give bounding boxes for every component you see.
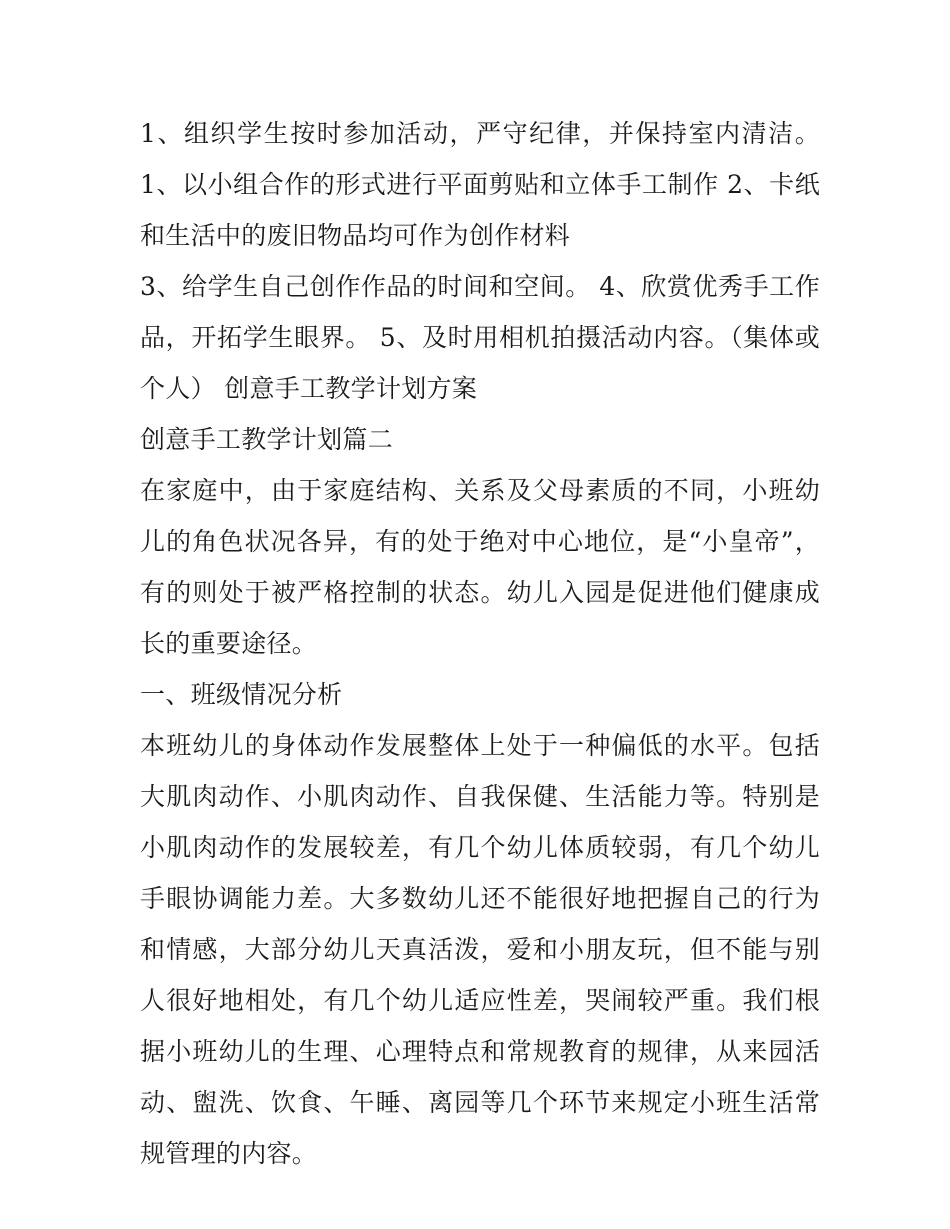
paragraph-activity-rules: 1、组织学生按时参加活动，严守纪律，并保持室内清洁。 1、以小组合作的形式进行平面剪贴和立体手工制作 2、卡纸和生活中的废旧物品均可作为创作材料 [140,119,820,250]
paragraph-activity-rules-continued: 3、给学生自己创作作品的时间和空间。 4、欣赏优秀手工作品，开拓学生眼界。 5、及时用相机拍摄活动内容。（集体或个人） 创意手工教学计划方案 [140,272,820,403]
paragraph-family-background: 在家庭中，由于家庭结构、关系及父母素质的不同，小班幼儿的角色状况各异，有的处于绝对中心地位，是“小皇帝”，有的则处于被严格控制的状态。幼儿入园是促进他们健康成长的重要途径。 [140,476,820,658]
paragraph-class-analysis: 本班幼儿的身体动作发展整体上处于一种偏低的水平。包括大肌肉动作、小肌肉动作、自我保健、生活能力等。特别是小肌肉动作的发展较差，有几个幼儿体质较弱，有几个幼儿手眼协调能力差。大多数幼儿还不能很好地把握自己的行为和情感，大部分幼儿天真活泼，爱和小朋友玩，但不能与别人很好地相处，有几个幼儿适应性差，哭闹较严重。我们根据小班幼儿的生理、心理特点和常规教育的规律，从来园活动、盥洗、饮食、午睡、离园等几个环节来规定小班生活常规管理的内容。 [140,731,820,1168]
section-title-plan-two: 创意手工教学计划篇二 [140,425,394,454]
document-body [140,108,820,1179]
heading-class-analysis: 一、班级情况分析 [140,680,343,709]
